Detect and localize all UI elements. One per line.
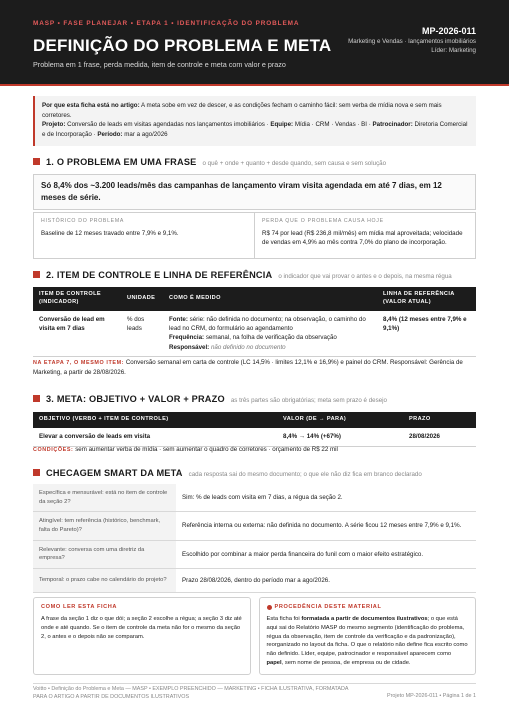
why-label: Por que esta ficha está no artigo:: [42, 102, 140, 109]
smart-answer: Referência interna ou externa: não definida no documento. A série ficou 12 meses entre 7,9% e 9,1%.: [176, 512, 476, 540]
deadline-cell: 28/08/2026: [403, 428, 476, 447]
source-text: série: não definida no documento; na observação, o caminho do lead no CRM, do formulário ao agendamento: [169, 315, 366, 332]
smart-question: Específica e mensurável: está no item de controle da seção 2?: [33, 484, 176, 512]
section2-title: 2. ITEM DE CONTROLE E LINHA DE REFERÊNCIA: [46, 270, 273, 280]
origin-text-b: ; o que está aqui sai do Relatório MASP do mesmo segmento (identificação do problema, régua da observação, item de controle da verificação e da padronização), reorganizado no layout da ficha. O que o relatório não define fica escrito como não definido. Líder, equipe, patrocinador e responsável aparecem como: [266, 616, 468, 658]
col-objective: OBJETIVO (VERBO + ITEM DE CONTROLE): [33, 412, 277, 428]
origin-text-bold: formatada a partir de documentos ilustrativos: [301, 616, 428, 623]
table-row: [33, 540, 476, 568]
unit-cell: % dos leads: [121, 311, 163, 357]
objective-cell: Elevar a conversão de leads em visita: [33, 428, 277, 447]
page-title: DEFINIÇÃO DO PROBLEMA E META: [33, 36, 332, 55]
origin-text-c: , sem nome de pessoa, de empresa ou de cidade.: [281, 659, 411, 666]
section4-title: CHECAGEM SMART DA META: [46, 468, 183, 478]
col-method: COMO É MEDIDO: [163, 287, 377, 311]
header-meta-leader: Líder: Marketing: [431, 47, 476, 54]
how-to-read-title: COMO LER ESTA FICHA: [41, 604, 118, 610]
conditions-text: sem aumentar verba de mídia · sem aumentar o quadro de corretores · orçamento de R$ 22 mil: [75, 446, 338, 453]
col-deadline: PRAZO: [403, 412, 476, 428]
how-to-read-text: A frase da seção 1 diz o que dói; a seção 2 escolhe a régua; a seção 3 diz até onde e até quando. Se o item de controle da meta não for o mesmo da seção 2, o antes e o depois não se comparam.: [41, 616, 242, 640]
loss-text: R$ 74 por lead (R$ 236,8 mil/mês) em mídia mal aproveitada; velocidade de vendas em 4,9% ao mês contra 7,0% do plano de incorporação.: [262, 229, 463, 247]
conditions-label: CONDIÇÕES:: [33, 447, 74, 453]
period-label: Período:: [97, 130, 123, 138]
section-marker-icon: [33, 158, 40, 165]
origin-heading: [267, 603, 469, 611]
stage7-label: NA ETAPA 7, O MESMO ITEM:: [33, 360, 125, 366]
loss-label: PERDA QUE O PROBLEMA CAUSA HOJE: [262, 218, 384, 224]
section-marker-icon: [33, 395, 40, 402]
stage7-text: Conversão semanal em carta de controle (LC 14,5% · limites 12,1% e 16,9%) e painel do CRM. Responsável: Gerência de Marketing, a partir de 28/08/2026.: [33, 359, 463, 376]
loss-box: [255, 212, 476, 259]
sponsor-text: Diretoria Comercial e de Incorporação: [42, 121, 468, 138]
origin-box: [259, 597, 477, 675]
origin-text: [267, 615, 469, 667]
header-meta-area: Marketing e Vendas · lançamentos imobiliários: [348, 38, 476, 45]
section1-heading: [33, 156, 386, 168]
resp-text: não definido no documento: [210, 343, 286, 351]
col-reference: LINHA DE REFERÊNCIA (VALOR ATUAL): [377, 287, 476, 311]
smart-answer: Escolhido por combinar a maior perda financeira do funil com o maior efeito estratégico.: [176, 540, 476, 568]
freq-label: Frequência:: [169, 334, 205, 342]
problem-statement: Só 8,4% dos ~3.200 leads/mês das campanhas de lançamento viram visita agendada em até 7 dias, em 12 meses de série.: [33, 174, 476, 210]
table-row: [33, 428, 476, 447]
doc-id: MP-2026-011: [421, 26, 476, 36]
indicator-cell: Conversão de lead em visita em 7 dias: [33, 311, 121, 357]
col-indicator: ITEM DE CONTROLE (INDICADOR): [33, 287, 121, 311]
section1-title: 1. O PROBLEMA EM UMA FRASE: [46, 157, 197, 167]
table-row: [33, 484, 476, 512]
how-to-read-box: [33, 597, 251, 675]
bullet-icon: [267, 605, 272, 610]
section-marker-icon: [33, 271, 40, 278]
section2-hint: o indicador que vai provar o antes e o depois, na mesma régua: [278, 273, 452, 280]
footer-credits: Voitto • Definição do Problema e Meta — MASP • EXEMPLO PREENCHIDO — MARKETING • FICHA ILUSTRATIVA, FORMATADA PARA O ARTIGO A PARTIR DE DOCUMENTOS ILUSTRATIVOS: [33, 686, 349, 700]
section1-hint: o quê + onde + quanto + desde quando, sem causa e sem solução: [202, 160, 387, 167]
project-label: Projeto:: [42, 121, 66, 129]
eyebrow: MASP • FASE PLANEJAR • ETAPA 1 • IDENTIFICAÇÃO DO PROBLEMA: [33, 20, 300, 27]
smart-answer: Prazo 28/08/2026, dentro do período mar a ago/2026.: [176, 569, 476, 593]
section2-heading: [33, 269, 452, 281]
table-header-row: [33, 412, 476, 428]
value-cell: 8,4% → 14% (+67%): [277, 428, 403, 447]
context-box: Por que esta ficha está no artigo: A meta sobe em vez de descer, e as condições fecham o caminho fácil: sem verba de mídia nova e sem mais corretores. Projeto: Conversão de leads em visitas agendadas nos lançamentos imobiliários · Equipe: Mídia · CRM · Vendas · BI · Patrocinador: Diretoria Comercial e de Incorporação · Período: mar a ago/2026: [33, 96, 476, 146]
info-boxes: [33, 597, 476, 675]
freq-text: semanal, na folha de verificação da observação: [205, 334, 337, 342]
method-cell: [163, 311, 377, 357]
section4-heading: [33, 467, 422, 479]
origin-text-bold2: papel: [266, 659, 282, 666]
team-label: Equipe:: [270, 121, 294, 129]
origin-text-a: Esta ficha foi: [266, 616, 300, 623]
table-row: [33, 569, 476, 593]
table-header-row: [33, 287, 476, 311]
accent-divider: [0, 84, 509, 86]
source-label: Fonte:: [169, 315, 188, 323]
footer-divider: [33, 683, 476, 684]
footer-page-number: Projeto MP-2026-011 • Página 1 de 1: [387, 693, 476, 699]
table-row: [33, 512, 476, 540]
table-row: [33, 311, 476, 357]
history-text: Baseline de 12 meses travado entre 7,9% e 9,1%.: [41, 229, 179, 237]
smart-question: Temporal: o prazo cabe no calendário do projeto?: [33, 569, 176, 593]
team-text: Mídia · CRM · Vendas · BI: [294, 121, 368, 129]
col-value: VALOR (DE → PARA): [277, 412, 403, 428]
smart-question: Atingível: tem referência (histórico, benchmark, falta do Pareto)?: [33, 512, 176, 540]
period-text: mar a ago/2026: [124, 130, 168, 138]
problem-details: [33, 212, 476, 259]
stage7-note: [33, 358, 476, 377]
goal-table: [33, 412, 476, 447]
reference-cell: 8,4% (12 meses entre 7,9% e 9,1%): [377, 311, 476, 357]
sponsor-label: Patrocinador:: [372, 121, 413, 129]
smart-answer: Sim: % de leads com visita em 7 dias, a régua da seção 2.: [176, 484, 476, 512]
resp-label: Responsável:: [169, 343, 210, 351]
col-unit: UNIDADE: [121, 287, 163, 311]
project-text: Conversão de leads em visitas agendadas nos lançamentos imobiliários: [67, 121, 265, 129]
section3-heading: [33, 393, 387, 405]
section4-hint: cada resposta sai do mesmo documento; o que ele não diz fica em branco declarado: [188, 471, 422, 478]
smart-question: Relevante: conversa com uma diretriz da empresa?: [33, 540, 176, 568]
origin-title: PROCEDÊNCIA DESTE MATERIAL: [274, 604, 382, 610]
section3-hint: as três partes são obrigatórias; meta sem prazo é desejo: [230, 397, 387, 404]
smart-check-table: [33, 484, 476, 593]
history-box: [33, 212, 255, 259]
why-text: A meta sobe em vez de descer, e as condições fecham o caminho fácil: sem verba de mídia nova e sem mais corretores.: [42, 102, 442, 119]
page-header: [0, 0, 509, 84]
page-subtitle: Problema em 1 frase, perda medida, item de controle e meta com valor e prazo: [33, 60, 286, 69]
control-item-table: [33, 287, 476, 357]
section3-title: 3. META: OBJETIVO + VALOR + PRAZO: [46, 394, 225, 404]
section-marker-icon: [33, 469, 40, 476]
conditions-line: [33, 446, 476, 454]
history-label: HISTÓRICO DO PROBLEMA: [41, 218, 125, 224]
